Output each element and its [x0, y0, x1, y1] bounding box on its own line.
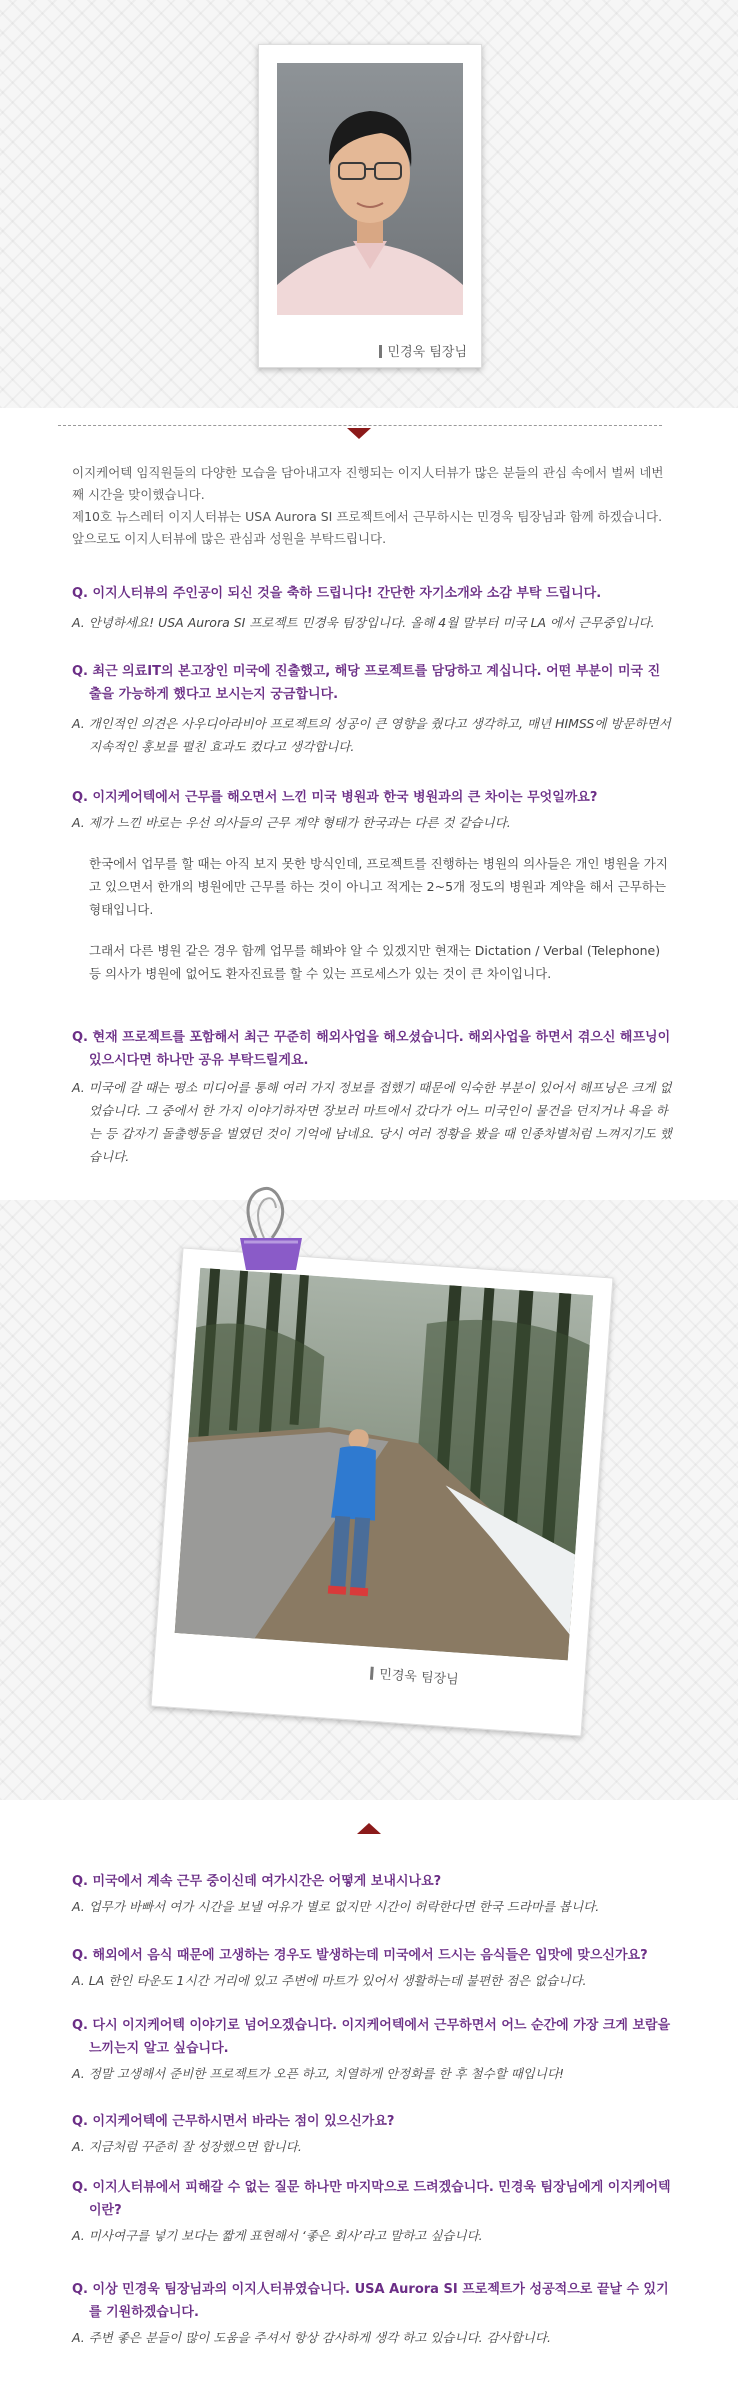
qa-item [72, 582, 672, 634]
qa-item [72, 1870, 672, 1918]
question: Q. 이상 민경욱 팀장님과의 이지人터뷰였습니다. USA Aurora SI 프로젝트가 성공적으로 끝날 수 있기를 기원하겠습니다. [72, 2282, 669, 2320]
binder-clip-icon [234, 1186, 308, 1276]
qa-item [72, 2110, 672, 2158]
qa-item [72, 2176, 672, 2247]
portrait-polaroid [258, 44, 482, 368]
answer: A. 제가 느낀 바로는 우선 의사들의 근무 계약 형태가 한국과는 다른 것 같습니다. [72, 815, 511, 830]
qa-item [72, 1026, 672, 1168]
answer: A. 업무가 바빠서 여가 시간을 보낼 여유가 별로 없지만 시간이 허락한다면 한국 드라마를 봅니다. [72, 1899, 600, 1914]
qa-item [72, 786, 672, 985]
caption-bar [379, 345, 382, 358]
question: Q. 다시 이지케어텍 이야기로 넘어오겠습니다. 이지케어텍에서 근무하면서 어느 순간에 가장 크게 보람을 느끼는지 알고 싶습니다. [72, 2018, 671, 2056]
photo-caption: 민경욱 팀장님 [370, 1663, 460, 1688]
answer: A. 주변 좋은 분들이 많이 도움을 주셔서 항상 감사하게 생각 하고 있습니다. 감사합니다. [72, 2330, 551, 2345]
intro-paragraph: 제10호 뉴스레터 이지人터뷰는 USA Aurora SI 프로젝트에서 근무하시는 민경욱 팀장님과 함께 하겠습니다. [72, 509, 663, 524]
answer-paragraph: 한국에서 업무를 할 때는 아직 보지 못한 방식인데, 프로젝트를 진행하는 병원의 의사들은 개인 병원을 가지고 있으면서 한개의 병원에만 근무를 하는 것이 아니고 적게는 2~5개 정도의 병원과 계약을 해서 근무하는 형태입니다. [89, 856, 668, 917]
photo-caption: 민경욱 팀장님 [379, 341, 467, 360]
intro-paragraph: 앞으로도 이지人터뷰에 많은 관심과 성원을 부탁드립니다. [72, 531, 387, 546]
question: Q. 이지케어텍에서 근무를 해오면서 느낀 미국 병원과 한국 병원과의 큰 차이는 무엇일까요? [72, 790, 598, 805]
portrait-photo [277, 63, 463, 315]
arrow-down-icon [347, 428, 371, 439]
arrow-up-icon [357, 1823, 381, 1834]
qa-item [72, 660, 672, 758]
question: Q. 미국에서 계속 근무 중이신데 여가시간은 어떻게 보내시나요? [72, 1874, 442, 1889]
landscape-polaroid [150, 1247, 613, 1736]
answer: A. 안녕하세요! USA Aurora SI 프로젝트 민경욱 팀장입니다. 올해 4월 말부터 미국 LA 에서 근무중입니다. [72, 615, 655, 630]
question: Q. 이지人터뷰의 주인공이 되신 것을 축하 드립니다! 간단한 자기소개와 소감 부탁 드립니다. [72, 586, 602, 601]
qa-item [72, 2014, 672, 2085]
question: Q. 최근 의료IT의 본고장인 미국에 진출했고, 해당 프로젝트를 담당하고 계십니다. 어떤 부분이 미국 진출을 가능하게 했다고 보시는지 궁금합니다. [72, 664, 661, 702]
question: Q. 이지케어텍에 근무하시면서 바라는 점이 있으신가요? [72, 2114, 395, 2129]
section-divider [58, 425, 662, 426]
answer: A. 미사여구를 넣기 보다는 짧게 표현해서 ‘좋은 회사’라고 말하고 싶습니다. [72, 2228, 483, 2243]
question: Q. 이지人터뷰에서 피해갈 수 없는 질문 하나만 마지막으로 드려겠습니다. 민경욱 팀장님에게 이지케어텍이란? [72, 2180, 671, 2218]
intro-paragraph: 이지케어텍 임직원들의 다양한 모습을 담아내고자 진행되는 이지人터뷰가 많은 분들의 관심 속에서 벌써 네번째 시간을 맞이했습니다. [72, 465, 664, 502]
answer-paragraph: 그래서 다른 병원 같은 경우 함께 업무를 해봐야 알 수 있겠지만 현재는 Dictation / Verbal (Telephone) 등 의사가 병원에 없어도 환자진료를 할 수 있는 프로세스가 있는 것이 큰 차이입니다. [89, 943, 661, 981]
qa-item [72, 1944, 672, 1992]
answer: A. 정말 고생해서 준비한 프로젝트가 오픈 하고, 치열하게 안정화를 한 후 철수할 때입니다! [72, 2066, 565, 2081]
qa-item [72, 2278, 672, 2349]
answer: A. 미국에 갈 때는 평소 미디어를 통해 여러 가지 정보를 접했기 때문에 익숙한 부분이 있어서 해프닝은 크게 없었습니다. 그 중에서 한 가지 이야기하자면 장보러 마트에서 갔다가 어느 미국인이 물건을 던지거나 욕을 하는 등 갑자기 돌출행동을 벌였던 것이 기억에 남네요. 당시 여러 정황을 봤을 때 인종차별처럼 느껴지기도 했습니다. [72, 1080, 672, 1164]
outdoor-photo [175, 1268, 594, 1661]
question: Q. 현재 프로젝트를 포함해서 최근 꾸준히 해외사업을 해오셨습니다. 해외사업을 하면서 겪으신 해프닝이 있으시다면 하나만 공유 부탁드릴게요. [72, 1030, 671, 1068]
answer: A. 지금처럼 꾸준히 잘 성장했으면 합니다. [72, 2139, 302, 2154]
question: Q. 해외에서 음식 때문에 고생하는 경우도 발생하는데 미국에서 드시는 음식들은 입맛에 맞으신가요? [72, 1948, 648, 1963]
intro-text [72, 462, 672, 550]
caption-bar [370, 1667, 374, 1680]
answer: A. 개인적인 의견은 사우디아라비아 프로젝트의 성공이 큰 영향을 줬다고 생각하고, 매년 HIMSS에 방문하면서 지속적인 홍보를 펼친 효과도 컸다고 생각합니다. [72, 716, 671, 754]
answer: A. LA 한인 타운도 1시간 거리에 있고 주변에 마트가 있어서 생활하는데 불편한 점은 없습니다. [72, 1973, 587, 1988]
